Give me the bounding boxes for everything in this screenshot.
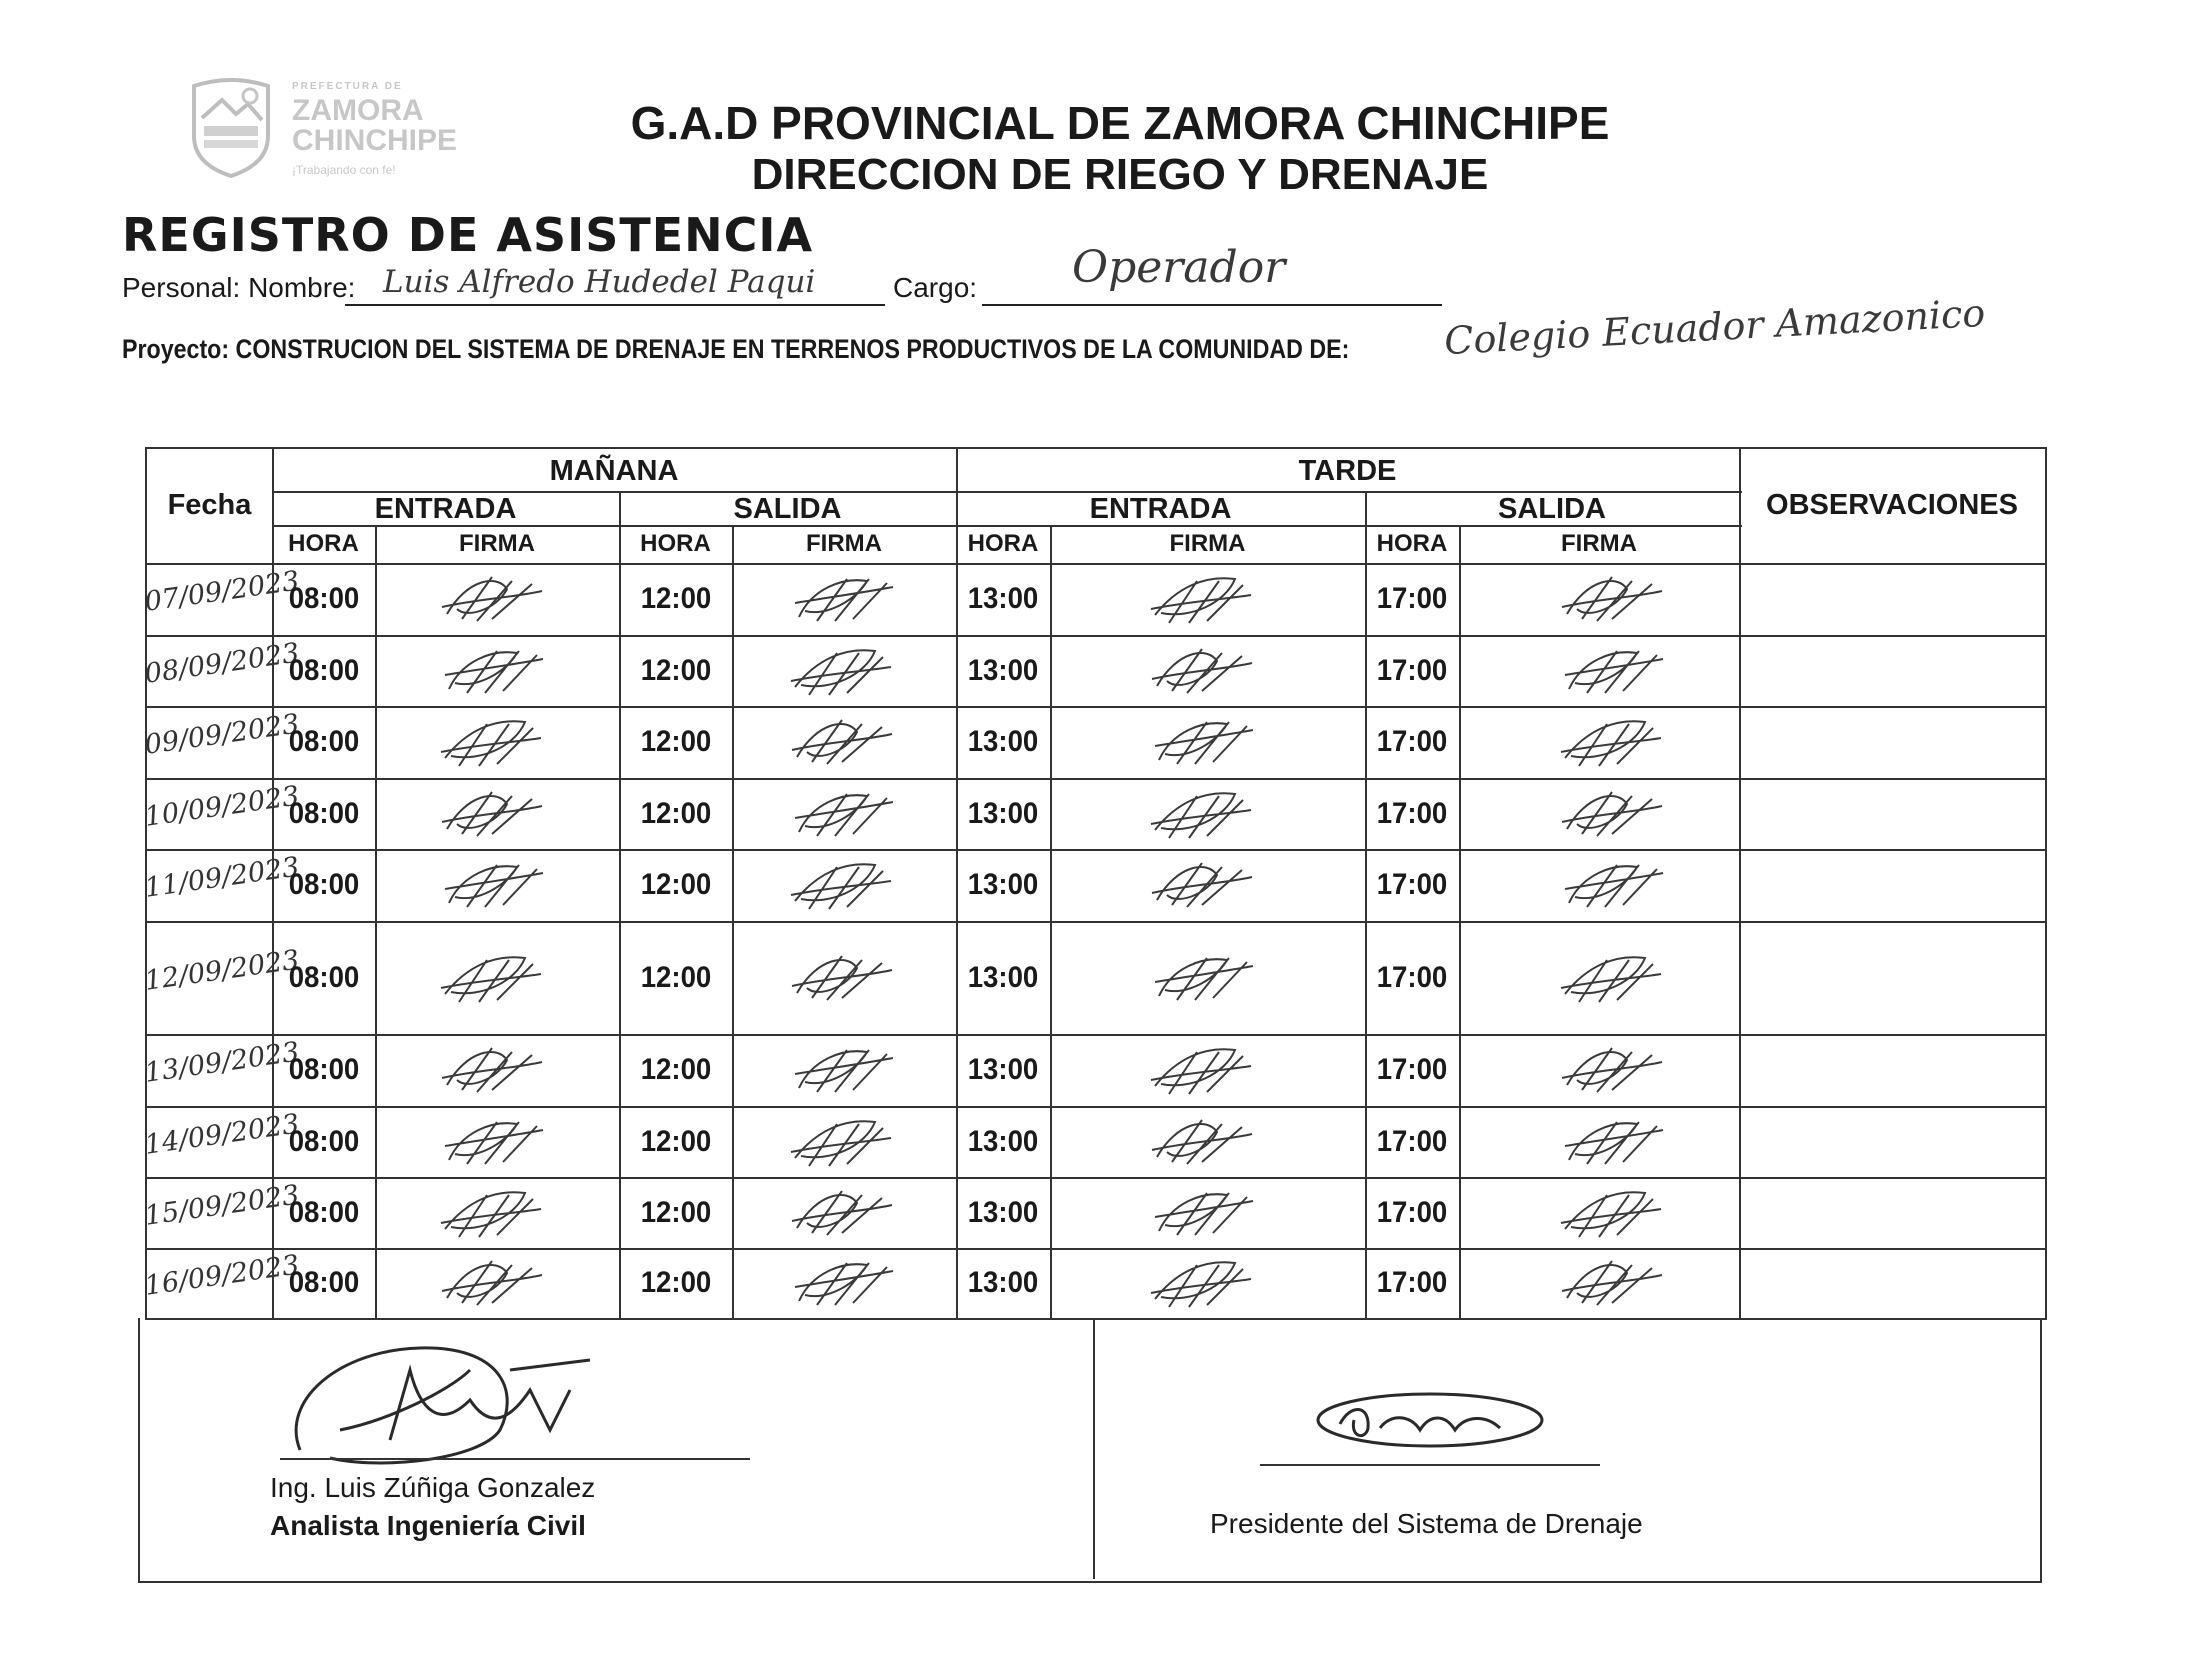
row-divider: [147, 921, 2045, 923]
tarde-entrada: ENTRADA: [1089, 493, 1232, 525]
row-divider: [147, 849, 2045, 851]
signature-icon: [437, 641, 547, 701]
row-hora: 12:00: [640, 653, 712, 687]
signature-icon: [1147, 569, 1257, 629]
grid-line: [1739, 449, 1741, 1318]
row-hora: 12:00: [640, 1266, 712, 1299]
signature-icon: [1557, 569, 1667, 629]
row-hora: 13:00: [967, 1195, 1039, 1229]
signature-icon: [1147, 1183, 1257, 1243]
col-hora: HORA: [288, 530, 359, 557]
col-firma: FIRMA: [806, 530, 882, 557]
row-hora: 13:00: [967, 1266, 1039, 1299]
signature-icon: [1147, 1040, 1257, 1100]
row-hora: 08:00: [288, 725, 360, 758]
row-date: 10/09/2023: [142, 779, 302, 833]
manana-entrada: ENTRADA: [374, 493, 517, 525]
signature-icon: [437, 1183, 547, 1243]
signature-icon: [787, 784, 897, 844]
signature-icon: [1557, 1112, 1667, 1172]
row-hora: 17:00: [1376, 1195, 1448, 1229]
row-hora: 12:00: [640, 960, 712, 994]
analyst-role: Analista Ingeniería Civil: [270, 1510, 586, 1541]
row-divider: [147, 1106, 2045, 1108]
signature-line: [1260, 1464, 1600, 1466]
signature-icon: [1147, 712, 1257, 772]
col-fecha: Fecha: [167, 489, 252, 521]
row-hora: 13:00: [967, 582, 1039, 615]
cargo-value: Operador: [1072, 242, 1286, 293]
row-divider: [147, 778, 2045, 780]
signature-icon: [1557, 1040, 1667, 1100]
logo-slogan: ¡Trabajando con fe!: [292, 163, 396, 177]
signature-icon: [1557, 712, 1667, 772]
signature-icon: [1557, 784, 1667, 844]
logo-line2: ZAMORA: [292, 94, 424, 127]
signature-icon: [1147, 1112, 1257, 1172]
row-hora: 17:00: [1376, 960, 1448, 994]
row-date: 11/09/2023: [142, 851, 302, 904]
row-hora: 17:00: [1376, 796, 1448, 830]
row-hora: 17:00: [1376, 1266, 1448, 1299]
row-hora: 08:00: [288, 582, 360, 615]
group-tarde: TARDE: [1298, 455, 1397, 487]
signature-icon: [437, 1112, 547, 1172]
signature-icon: [787, 1040, 897, 1100]
col-firma: FIRMA: [459, 530, 535, 557]
row-date: 08/09/2023: [142, 636, 302, 690]
row-hora: 13:00: [967, 725, 1039, 758]
proyecto-value: Colegio Ecuador Amazonico: [1443, 290, 1987, 364]
signature-icon: [787, 712, 897, 772]
col-firma: FIRMA: [1561, 530, 1637, 557]
row-hora: 08:00: [288, 653, 360, 687]
signature-icon: [437, 712, 547, 772]
col-firma: FIRMA: [1169, 530, 1246, 557]
proyecto-label: Proyecto: CONSTRUCION DEL SISTEMA DE DRENAJE EN TERRENOS PRODUCTIVOS DE LA COMUNIDAD DE:: [122, 334, 1350, 364]
logo-line1: PREFECTURA DE: [292, 81, 403, 92]
signature-icon: [437, 569, 547, 629]
col-hora: HORA: [967, 530, 1039, 557]
row-hora: 12:00: [640, 868, 712, 901]
col-observaciones: OBSERVACIONES: [1766, 489, 2018, 521]
row-hora: 12:00: [640, 1195, 712, 1229]
row-hora: 08:00: [288, 1053, 360, 1086]
row-hora: 17:00: [1376, 582, 1448, 615]
row-hora: 13:00: [967, 653, 1039, 687]
row-hora: 13:00: [967, 796, 1039, 830]
signature-icon: [787, 1253, 897, 1313]
signature-icon: [1557, 1253, 1667, 1313]
signature-icon: [787, 641, 897, 701]
row-hora: 13:00: [967, 1053, 1039, 1086]
analyst-name: Ing. Luis Zúñiga Gonzalez: [270, 1472, 596, 1503]
personal-label: Personal: Nombre:: [122, 272, 356, 303]
footer-divider: [1093, 1318, 1095, 1579]
signature-icon: [787, 855, 897, 915]
row-hora: 13:00: [967, 868, 1039, 901]
president-signature-icon: [1310, 1384, 1550, 1454]
col-hora: HORA: [640, 530, 711, 557]
grid-line: [1365, 491, 1367, 1318]
signature-icon: [1557, 641, 1667, 701]
signature-icon: [437, 1253, 547, 1313]
signature-icon: [437, 948, 547, 1008]
prefectura-crest-icon: [188, 78, 274, 178]
row-hora: 13:00: [967, 960, 1039, 994]
personal-value: Luis Alfredo Hudedel Paqui: [383, 264, 816, 300]
cargo-label: Cargo:: [893, 272, 978, 303]
row-date: 14/09/2023: [142, 1107, 302, 1161]
row-hora: 12:00: [640, 1053, 712, 1086]
signature-icon: [1557, 1183, 1667, 1243]
row-divider: [147, 706, 2045, 708]
department-title: DIRECCION DE RIEGO Y DRENAJE: [751, 150, 1489, 199]
signature-icon: [1147, 784, 1257, 844]
row-hora: 17:00: [1376, 725, 1448, 758]
signature-icon: [437, 1040, 547, 1100]
row-hora: 13:00: [967, 1124, 1039, 1158]
attendance-table: [142, 447, 2047, 1320]
row-date: 07/09/2023: [142, 565, 302, 618]
row-hora: 08:00: [288, 1195, 360, 1229]
manana-salida: SALIDA: [733, 493, 842, 525]
institution-title: G.A.D PROVINCIAL DE ZAMORA CHINCHIPE: [630, 97, 1610, 149]
row-hora: 12:00: [640, 582, 712, 615]
signature-icon: [437, 855, 547, 915]
row-divider: [147, 1248, 2045, 1250]
row-hora: 12:00: [640, 796, 712, 830]
grid-line: [272, 525, 1742, 527]
signature-icon: [1557, 855, 1667, 915]
row-date: 13/09/2023: [142, 1036, 302, 1089]
row-hora: 08:00: [288, 868, 360, 901]
tarde-salida: SALIDA: [1498, 493, 1606, 525]
signature-icon: [787, 569, 897, 629]
personal-field: [345, 262, 885, 306]
row-hora: 08:00: [288, 1124, 360, 1158]
signature-icon: [1557, 948, 1667, 1008]
signature-icon: [787, 1183, 897, 1243]
form-title: REGISTRO DE ASISTENCIA: [122, 208, 814, 262]
row-hora: 12:00: [640, 1124, 712, 1158]
row-hora: 17:00: [1376, 1053, 1448, 1086]
row-divider: [147, 635, 2045, 637]
signature-icon: [787, 1112, 897, 1172]
row-divider: [147, 1177, 2045, 1179]
row-date: 15/09/2023: [142, 1178, 302, 1232]
president-role: Presidente del Sistema de Drenaje: [1210, 1508, 1643, 1539]
row-date: 09/09/2023: [142, 708, 302, 761]
signature-icon: [1147, 855, 1257, 915]
col-hora: HORA: [1376, 530, 1448, 557]
group-manana: MAÑANA: [549, 455, 679, 487]
row-hora: 08:00: [288, 960, 360, 994]
cargo-field: [982, 242, 1442, 306]
signature-icon: [787, 948, 897, 1008]
row-hora: 17:00: [1376, 868, 1448, 901]
row-hora: 12:00: [640, 725, 712, 758]
signature-footer: [138, 1318, 2042, 1583]
signature-icon: [1147, 1253, 1257, 1313]
logo-line3: CHINCHIPE: [292, 124, 458, 157]
row-hora: 08:00: [288, 1266, 360, 1299]
row-date: 16/09/2023: [142, 1249, 302, 1302]
signature-icon: [1147, 948, 1257, 1008]
signature-icon: [1147, 641, 1257, 701]
row-hora: 08:00: [288, 796, 360, 830]
row-divider: [147, 1034, 2045, 1036]
signature-icon: [437, 784, 547, 844]
grid-line: [619, 491, 621, 1318]
signature-line: [280, 1458, 750, 1460]
row-hora: 17:00: [1376, 653, 1448, 687]
row-date: 12/09/2023: [142, 943, 302, 997]
row-hora: 17:00: [1376, 1124, 1448, 1158]
grid-line: [147, 563, 2045, 565]
